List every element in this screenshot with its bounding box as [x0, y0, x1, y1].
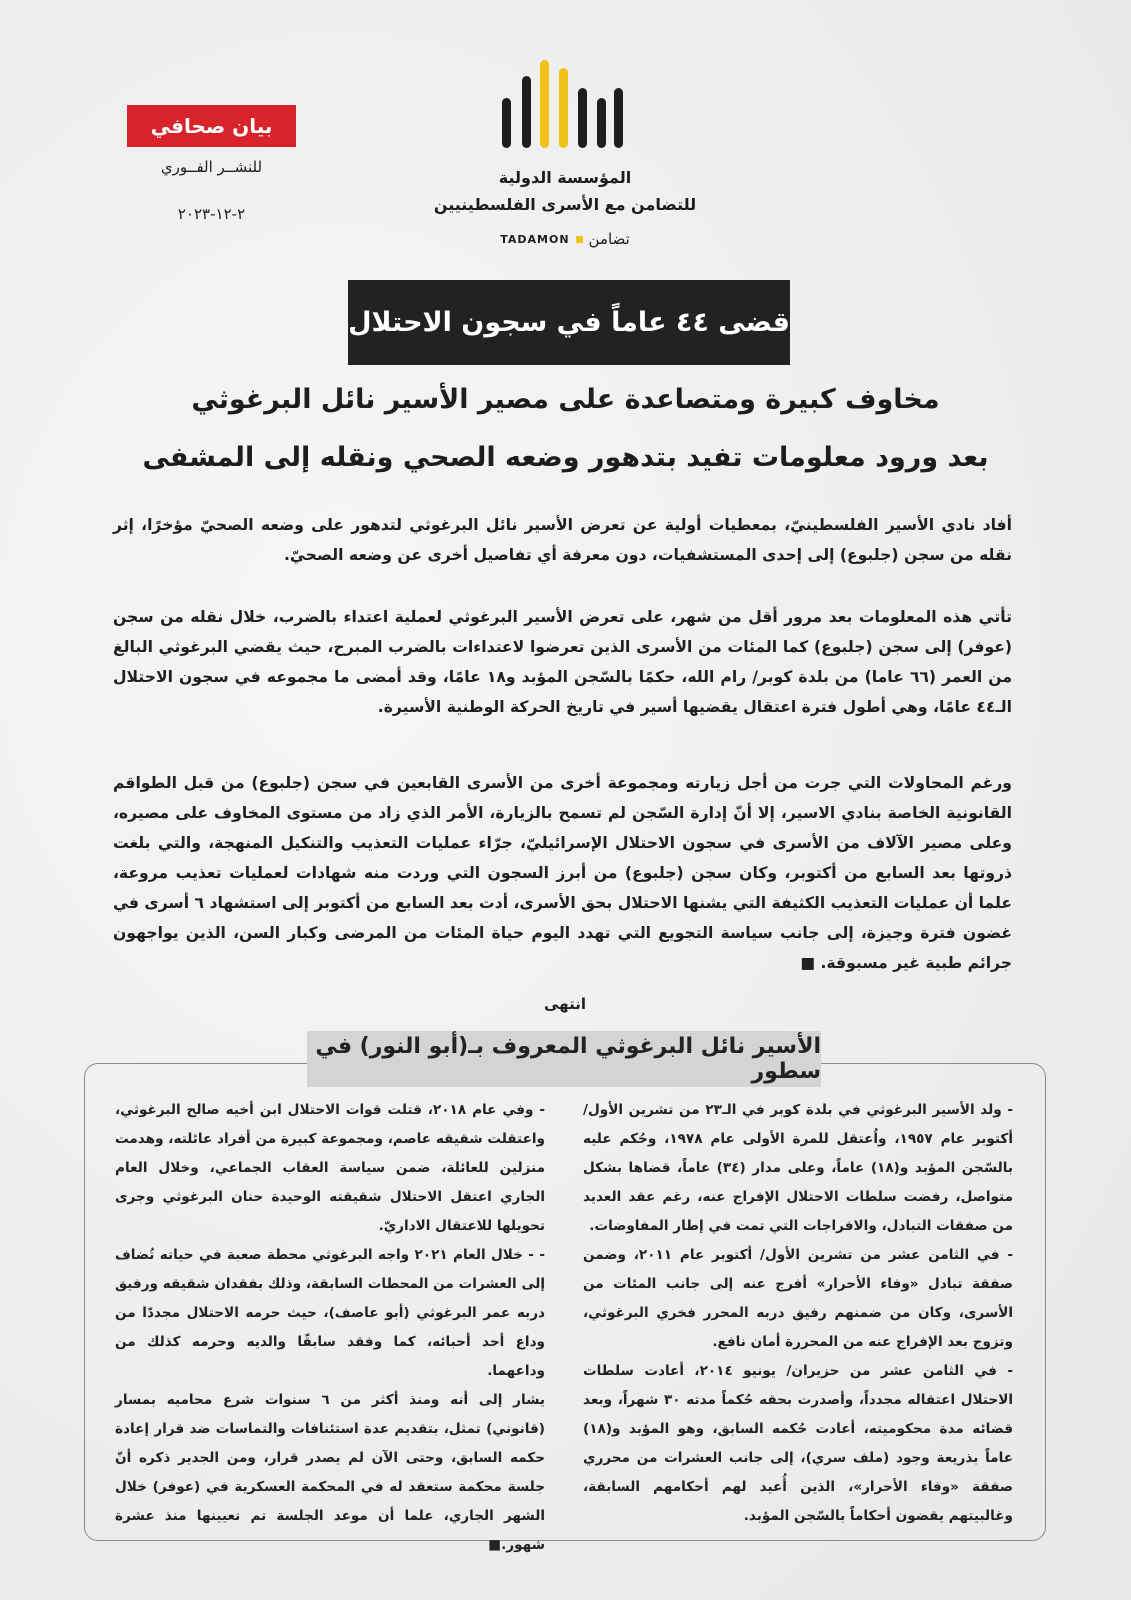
title-box: قضى ٤٤ عاماً في سجون الاحتلال: [348, 280, 790, 365]
end-marker: انتهى: [544, 995, 586, 1013]
bio-right-item: - في الثامن عشر من تشرين الأول/ أكتوبر عام ٢٠١١، وضمن صفقة تبادل «وفاء الأحرار» أفرج عنه إلى جانب المئات من الأسرى، وكان من ضمنهم رفيق دربه المحرر فخري البرغوثي، وتزوج بعد الإفراج عنه من المحررة أمان نافع.: [583, 1247, 1013, 1350]
org-name-line2: للتضامن مع الأسرى الفلسطينيين: [433, 195, 697, 214]
bio-right-item: - في الثامن عشر من حزيران/ يونيو ٢٠١٤، أعادت سلطات الاحتلال اعتقاله مجدداً، وأصدرت بحقه حُكماً مدته ٣٠ شهراً، وبعد قضائه مدة محكوميته، أعادت حُكمه السابق، وهو المؤبد و(١٨) عاماً بذريعة وجود (ملف سري)، إلى جانب العشرات من محرري صفقة «وفاء الأحرار»، الذين أُعيد لهم أحكامهم السابقة، وغالبيتهم يقضون أحكاماً بالسّجن المؤبد.: [583, 1363, 1013, 1524]
headline-line2: بعد ورود معلومات تفيد بتدهور وضعه الصحي ونقله إلى المشفى: [142, 442, 989, 473]
logo-bar-2: [522, 76, 531, 148]
logo-bar-5: [578, 88, 587, 148]
bio-left-item: - وفي عام ٢٠١٨، قتلت قوات الاحتلال ابن أخيه صالح البرغوثي، واعتقلت شقيقه عاصم، ومجموعة كبيرة من أفراد عائلته، وهدمت منزلين للعائلة، ضمن سياسة العقاب الجماعي، وخلال العام الجاري اعتقل الاحتلال شقيقته الوحيدة حنان البرغوثي وجرى تحويلها للاعتقال الاداريّ.: [115, 1102, 546, 1234]
logo-bar-7: [614, 88, 623, 148]
bio-left-item: - - خلال العام ٢٠٢١ واجه البرغوثي محطة صعبة في حياته تُضاف إلى العشرات من المحطات السابقة، وذلك بفقدان شقيقه ورفيق دربه عمر البرغوثي (أبو عاصف)، حيث حرمه الاحتلال مجددًا من وداع أحد أحبائه، كما وفقد سابقًا والديه وحرمه كذلك من وداعهما.: [115, 1247, 545, 1379]
headline-line1: مخاوف كبيرة ومتصاعدة على مصير الأسير نائل البرغوثي: [191, 384, 940, 415]
body-paragraph-2: تأتي هذه المعلومات بعد مرور أقل من شهر، على تعرض الأسير البرغوثي لعملية اعتداء بالضرب، خلال نقله من سجن (عوفر) إلى سجن (جلبوع) كما المئات من الأسرى الذين تعرضوا لاعتداءات بالضرب المبرح، حيث يقضي البرغوثي البالغ من العمر (٦٦ عاما) من بلدة كوبر/ رام الله، حكمًا بالسّجن المؤبد و١٨ عامًا، وقد أمضى ما مجموعه في سجون الاحتلال الـ٤٤ عامًا، وهي أطول فترة اعتقال يقضيها أسير في تاريخ الحركة الوطنية الأسيرة.: [113, 608, 1012, 716]
logo-bar-4: [559, 68, 568, 148]
press-release-badge: بيان صحافي: [127, 105, 296, 147]
logo-bar-3: [540, 60, 549, 148]
body-paragraph-3: ورغم المحاولات التي جرت من أجل زيارته ومجموعة أخرى من الأسرى القابعين في سجن (جلبوع) من قبل الطواقم القانونية الخاصة بنادي الاسير، إلا أنّ إدارة السّجن لم تسمح بالزيارة، الأمر الذي زاد من مستوى المخاوف على مصيره، وعلى مصير الآلاف من الأسرى في سجون الاحتلال الإسرائيليّ، جرّاء عمليات التعذيب والتنكيل المنهجة، والتي بلغت ذروتها بعد السابع من أكتوبر، وكان سجن (جلبوع) من أبرز السجون التي وردت منه شهادات لعمليات تعذيب مروعة، علما أن عمليات التعذيب الكثيفة التي يشنها الاحتلال بحق الأسرى، أدت بعد السابع من أكتوبر إلى استشهاد ٦ أسرى في غضون فترة وجيزة، إلى جانب سياسة التجويع التي تهدد اليوم حياة المئات من المرضى وكبار السن، الذين يواجهون جرائم طبية غير مسبوقة. ■: [113, 774, 1012, 972]
body-paragraph-1: أفاد نادي الأسير الفلسطينيّ، بمعطيات أولية عن تعرض الأسير نائل البرغوثي لتدهور على وضعه الصحيّ مؤخرًا، إثر نقله من سجن (جلبوع) إلى إحدى المستشفيات، دون معرفة أي تفاصيل أخرى عن وضعه الصحيّ.: [113, 516, 1012, 564]
org-brand: [420, 230, 710, 248]
brand-arabic: تضامن: [588, 230, 630, 248]
tadamon-logo-icon: [498, 58, 628, 148]
bio-title: الأسير نائل البرغوثي المعروف بـ(أبو النور) في سطور: [307, 1031, 821, 1087]
bio-column-left: [115, 1096, 545, 1560]
logo-bar-6: [597, 98, 606, 148]
bio-left-item: يشار إلى أنه ومنذ أكثر من ٦ سنوات شرع محاميه بمسار (قانوني) تمثل، بتقديم عدة استئنافات والتماسات ضد قرار إعادة حكمه السابق، وحتى الآن لم يصدر قرار، ومن الجدير ذكره أنّ جلسة محكمة ستعقد له في المحكمة العسكرية في (عوفر) خلال الشهر الجاري، علما أن موعد الجلسة تم تعيينها منذ عشرة شهور.■: [115, 1392, 546, 1553]
org-name-line1: المؤسسة الدولية: [498, 168, 632, 187]
brand-english: TADAMON: [500, 232, 570, 246]
release-date: ٢-١٢-٢٠٢٣: [177, 205, 246, 223]
bio-right-item: - ولد الأسير البرغوثي في بلدة كوبر في الـ٢٣ من تشرين الأول/ أكتوبر عام ١٩٥٧، واُعتقل للمرة الأولى عام ١٩٧٨، وحُكم عليه بالسّجن المؤبد و(١٨) عاماً، وعلى مدار (٣٤) عاماً، قضاها بشكل متواصل، رفضت سلطات الاحتلال الإفراج عنه، رغم عقد العديد من صفقات التبادل، والافراجات التي تمت في إطار المفاوضات.: [583, 1102, 1013, 1234]
brand-dot-icon: [576, 236, 583, 243]
logo-bar-1: [502, 98, 511, 148]
bio-column-right: [583, 1096, 1013, 1531]
release-note: للنشــر الفــوري: [160, 158, 263, 176]
